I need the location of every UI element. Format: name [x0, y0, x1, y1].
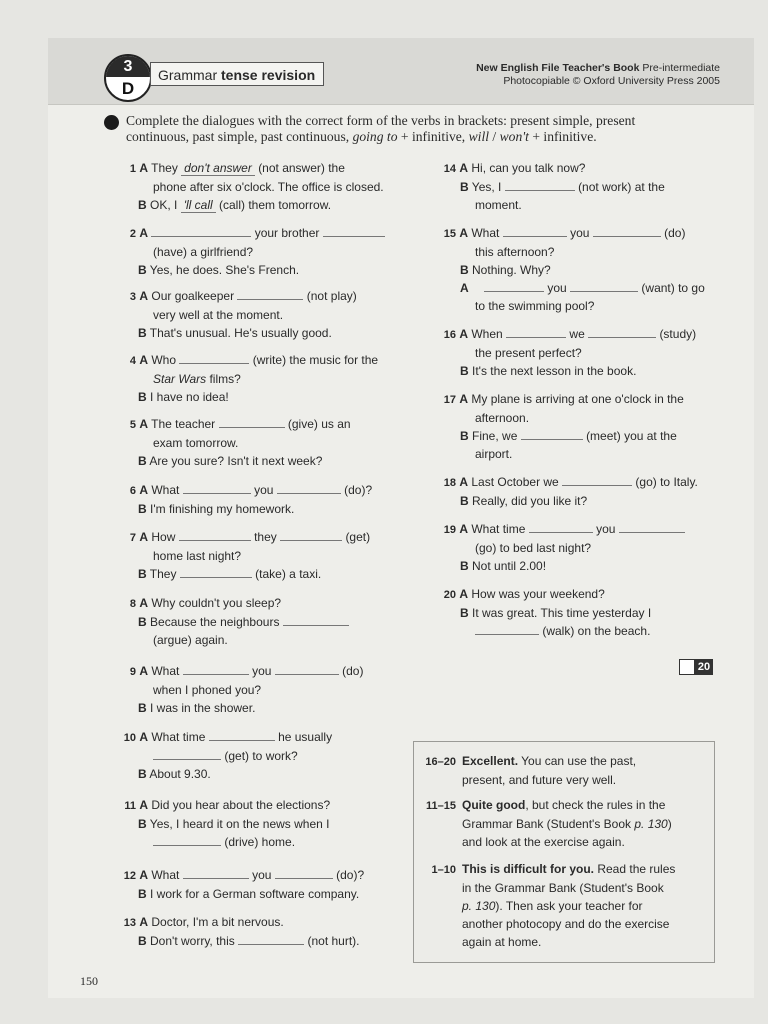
answer-input[interactable] [503, 224, 567, 237]
title-prefix: Grammar [158, 67, 218, 83]
answer-input[interactable] [475, 622, 539, 635]
answer-input[interactable] [521, 427, 583, 440]
result-quite-good: 11–15 Quite good, but check the rules in the Grammar Bank (Student's Book p. 130) and look at the exercise again. [426, 798, 672, 849]
answer-input[interactable] [323, 224, 385, 237]
answer-input[interactable] [183, 866, 249, 879]
answer-input[interactable] [588, 325, 656, 338]
answer-input[interactable] [619, 520, 685, 533]
answer-input[interactable] [275, 662, 339, 675]
score-box [679, 659, 713, 675]
score-total: 20 [695, 659, 713, 675]
answer-input[interactable] [280, 528, 342, 541]
item-3: 3 A Our goalkeeper (not play) very well at the moment. B That's unusual. He's usually good. [129, 289, 357, 340]
result-difficult: 1–10 This is difficult for you. Read the rules in the Grammar Bank (Student's Book p. 130). Then ask your teacher for another photocopy and do the exercise again at home. [431, 862, 676, 949]
item-5: 5 A The teacher (give) us an exam tomorrow. B Are you sure? Isn't it next week? [129, 417, 351, 468]
item-4: 4 A Who (write) the music for the Star Wars films? B I have no idea! [129, 353, 379, 404]
answer-input[interactable]: 'll call [181, 198, 216, 213]
answer-input[interactable] [180, 565, 252, 578]
answer-input[interactable] [593, 224, 661, 237]
item-1: 1 A They don't answer (not answer) the phone after six o'clock. The office is closed. B OK, I 'll call (call) them tomorrow. [129, 161, 384, 212]
item-13: 13 A Doctor, I'm a bit nervous. B Don't worry, this (not hurt). [123, 915, 360, 948]
item-2: 2 A your brother (have) a girlfriend? B Yes, he does. She's French. [126, 224, 385, 279]
instruction-line-1: Complete the dialogues with the correct form of the verbs in brackets: present simple, present [126, 113, 636, 128]
answer-input[interactable] [219, 415, 285, 428]
item-10: 10 A What time he usually (get) to work? B About 9.30. [123, 730, 333, 781]
answer-input[interactable] [484, 279, 544, 292]
unit-letter: D [121, 79, 135, 98]
answer-input[interactable] [153, 747, 221, 760]
page-number: 150 [80, 974, 98, 988]
answer-input[interactable] [183, 662, 249, 675]
item-16: 16 A When we (study) the present perfect? B It's the next lesson in the book. [443, 327, 697, 378]
answer-input[interactable] [179, 528, 251, 541]
item-15: 15 A What you (do) this afternoon? B Nothing. Why? A you (want) to go to the swimming pool? [443, 226, 705, 313]
answer-input[interactable] [151, 224, 251, 237]
item-18: 18 A Last October we (go) to Italy. B Really, did you like it? [443, 475, 698, 508]
item-6: 6 A What you (do)? B I'm finishing my homework. [129, 483, 373, 516]
item-20: 20 A How was your weekend? B It was great. This time yesterday I (walk) on the beach. [443, 587, 652, 638]
answer-input[interactable] [570, 279, 638, 292]
instruction-line-2: continuous, past simple, past continuous, going to + infinitive, will / won't + infinitive. [126, 129, 597, 144]
answer-input[interactable] [562, 473, 632, 486]
item-7: 7 A How they (get) home last night? B They (take) a taxi. [129, 530, 371, 581]
item-11: 11 A Did you hear about the elections? B Yes, I heard it on the news when I (drive) home. [124, 798, 331, 849]
score-input[interactable] [679, 659, 695, 675]
item-17: 17 A My plane is arriving at one o'clock in the afternoon. B Fine, we (meet) you at the airport. [443, 392, 684, 461]
book-level: Pre-intermediate [642, 62, 720, 74]
answer-input[interactable] [283, 613, 349, 626]
answer-input[interactable] [183, 481, 251, 494]
unit-badge [104, 54, 152, 102]
item-19: 19 A What time you (go) to bed last night? B Not until 2.00! [440, 520, 685, 575]
title-main: tense revision [221, 67, 316, 83]
item-14: 14 A Hi, can you talk now? B Yes, I (not work) at the moment. [443, 161, 665, 212]
answer-input[interactable] [277, 481, 341, 494]
result-excellent: 16–20 Excellent. You can use the past, present, and future very well. [425, 754, 637, 787]
answer-input[interactable] [505, 178, 575, 191]
results-box [413, 741, 715, 963]
answer-input[interactable] [209, 728, 275, 741]
answer-input[interactable] [153, 833, 221, 846]
unit-number: 3 [106, 56, 150, 77]
publisher-info [476, 62, 720, 88]
answer-input[interactable] [506, 325, 566, 338]
answer-input[interactable] [238, 932, 304, 945]
answer-input[interactable] [529, 520, 593, 533]
answer-input[interactable]: don't answer [181, 161, 255, 176]
item-12: 12 A What you (do)? B I work for a German software company. [123, 868, 365, 901]
answer-input[interactable] [179, 351, 249, 364]
answer-input[interactable] [237, 287, 303, 300]
item-9: 9 A What you (do) when I phoned you? B I was in the shower. [129, 664, 364, 715]
book-title: New English File Teacher's Book [476, 62, 640, 74]
copyright: Photocopiable © Oxford University Press 2005 [503, 75, 720, 87]
item-8: 8 A Why couldn't you sleep? B Because the neighbours (argue) again. [126, 594, 349, 649]
answer-input[interactable] [275, 866, 333, 879]
instructions [104, 113, 704, 145]
page-title [150, 62, 324, 86]
